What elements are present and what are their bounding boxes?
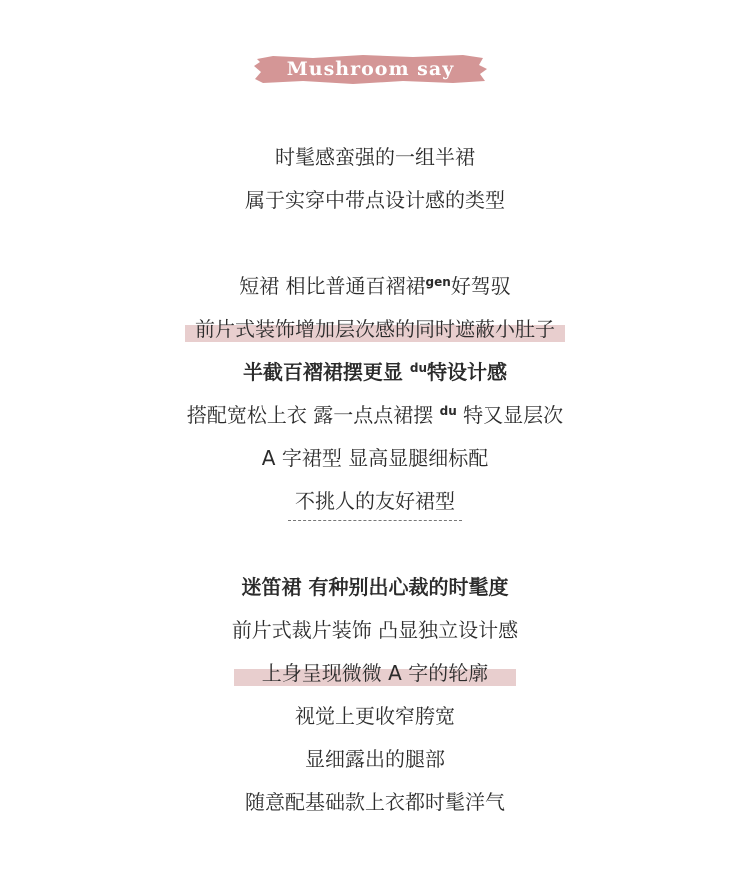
highlighted-line [0,659,750,687]
text-fragment: 搭配宽松上衣 露一点点裙摆 [186,403,440,427]
text-line: 时髦感蛮强的一组半裙 [275,145,475,169]
text-fragment: 特设计感 [427,360,508,384]
text-line: 属于实穿中带点设计感的类型 [245,188,505,212]
badge-label: Mushroom say [286,58,455,80]
mushroom-say-badge [253,53,488,85]
pinyin-annotation: du [409,361,428,375]
dashed-divider [288,520,462,521]
text-line: 显细露出的腿部 [305,747,445,771]
text-fragment: 短裙 相比普通百褶裙 [239,274,426,298]
text-line: 视觉上更收窄胯宽 [295,704,455,728]
text-line [0,401,750,429]
text-fragment: 半截百褶裙摆更显 [242,360,410,384]
pinyin-annotation: gen [425,275,451,289]
text-line: 不挑人的友好裙型 [295,489,455,513]
text-line: 随意配基础款上衣都时髦洋气 [245,790,505,814]
bold-line: 迷笛裙 有种别出心裁的时髦度 [241,575,509,599]
highlight-mark [234,659,516,687]
text-fragment: 上身呈现微微 A 字的轮廓 [261,661,489,685]
highlight-mark [185,315,565,343]
pinyin-annotation: du [439,404,457,418]
text-line [0,272,750,300]
highlighted-line [0,315,750,343]
text-line: 前片式裁片装饰 凸显独立设计感 [231,618,519,642]
text-fragment: 好驾驭 [450,274,511,298]
text-fragment: 特又显层次 [456,403,564,427]
bold-line [0,358,750,386]
text-fragment: 前片式装饰增加层次感的同时遮蔽小肚子 [195,317,555,341]
text-line: A 字裙型 显高显腿细标配 [261,446,489,470]
